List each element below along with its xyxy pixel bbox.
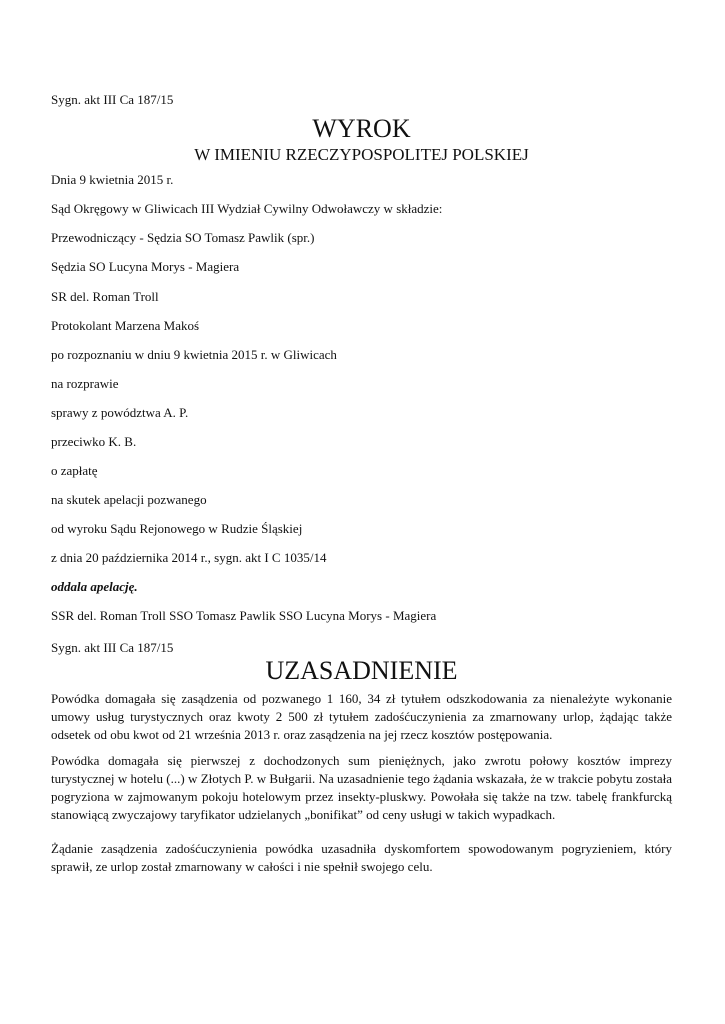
document-subtitle: W IMIENIU RZECZYPOSPOLITEJ POLSKIEJ <box>194 145 529 164</box>
ruling: oddala apelację. <box>51 579 138 594</box>
justification-title: UZASADNIENIE <box>265 656 458 685</box>
judge-member: Sędzia SO Lucyna Morys - Magiera <box>51 259 240 274</box>
justification-paragraph-1: Powódka domagała się zasądzenia od pozwanego 1 160, 34 zł tytułem odszkodowania za nienależyte wykonanie umowy usług turystycznych oraz kwoty 2 500 zł tytułem zadośćuczynienia za zmarnowany urlop, żądając także odsetek od obu kwot od 21 września 2013 r. oraz zasądzenia na jej rzecz kosztów postępowania. <box>51 691 672 742</box>
court-clerk: Protokolant Marzena Makoś <box>51 318 200 333</box>
justification-paragraph-3: Żądanie zasądzenia zadośćuczynienia powódka uzasadniła dyskomfortem spowodowanym pogryzieniem, który sprawił, ze urlop został zmarnowany w całości i nie spełnił swojego celu. <box>51 841 672 874</box>
plaintiff: sprawy z powództwa A. P. <box>51 405 189 420</box>
appeal-info: na skutek apelacji pozwanego <box>51 492 207 507</box>
document-title: WYROK <box>312 114 411 143</box>
hearing-info: po rozpoznaniu w dniu 9 kwietnia 2015 r. w Gliwicach <box>51 347 337 362</box>
justification-paragraph-2: Powódka domagała się pierwszej z dochodzonych sum pieniężnych, jako zwrotu połowy kosztów imprezy turystycznej w hotelu (...) w Złotych P. w Bułgarii. Na uzasadnienie tego żądania wskazała, że w trakcie pobytu została pogryziona w zajmowanym pokoju hotelowym przez insekty-pluskwy. Powołała się także na tzw. tabelę frankfurcką stanowiącą zwyczajowy taryfikator udzielanych „bonifikat” od ceny usługi w takich wypadkach. <box>51 753 672 822</box>
judge-delegated: SR del. Roman Troll <box>51 289 159 304</box>
signatures: SSR del. Roman Troll SSO Tomasz Pawlik SSO Lucyna Morys - Magiera <box>51 608 437 623</box>
court-composition: Sąd Okręgowy w Gliwicach III Wydział Cywilny Odwoławczy w składzie: <box>51 201 443 216</box>
hearing-type: na rozprawie <box>51 376 119 391</box>
presiding-judge: Przewodniczący - Sędzia SO Tomasz Pawlik (spr.) <box>51 230 315 245</box>
case-number-repeat: Sygn. akt III Ca 187/15 <box>51 640 174 655</box>
lower-court-date: z dnia 20 października 2014 r., sygn. akt I C 1035/14 <box>51 550 327 565</box>
case-number: Sygn. akt III Ca 187/15 <box>51 92 174 107</box>
lower-court-judgment: od wyroku Sądu Rejonowego w Rudzie Śląskiej <box>51 521 303 536</box>
claim-subject: o zapłatę <box>51 463 98 478</box>
verdict-date: Dnia 9 kwietnia 2015 r. <box>51 172 174 187</box>
defendant: przeciwko K. B. <box>51 434 137 449</box>
